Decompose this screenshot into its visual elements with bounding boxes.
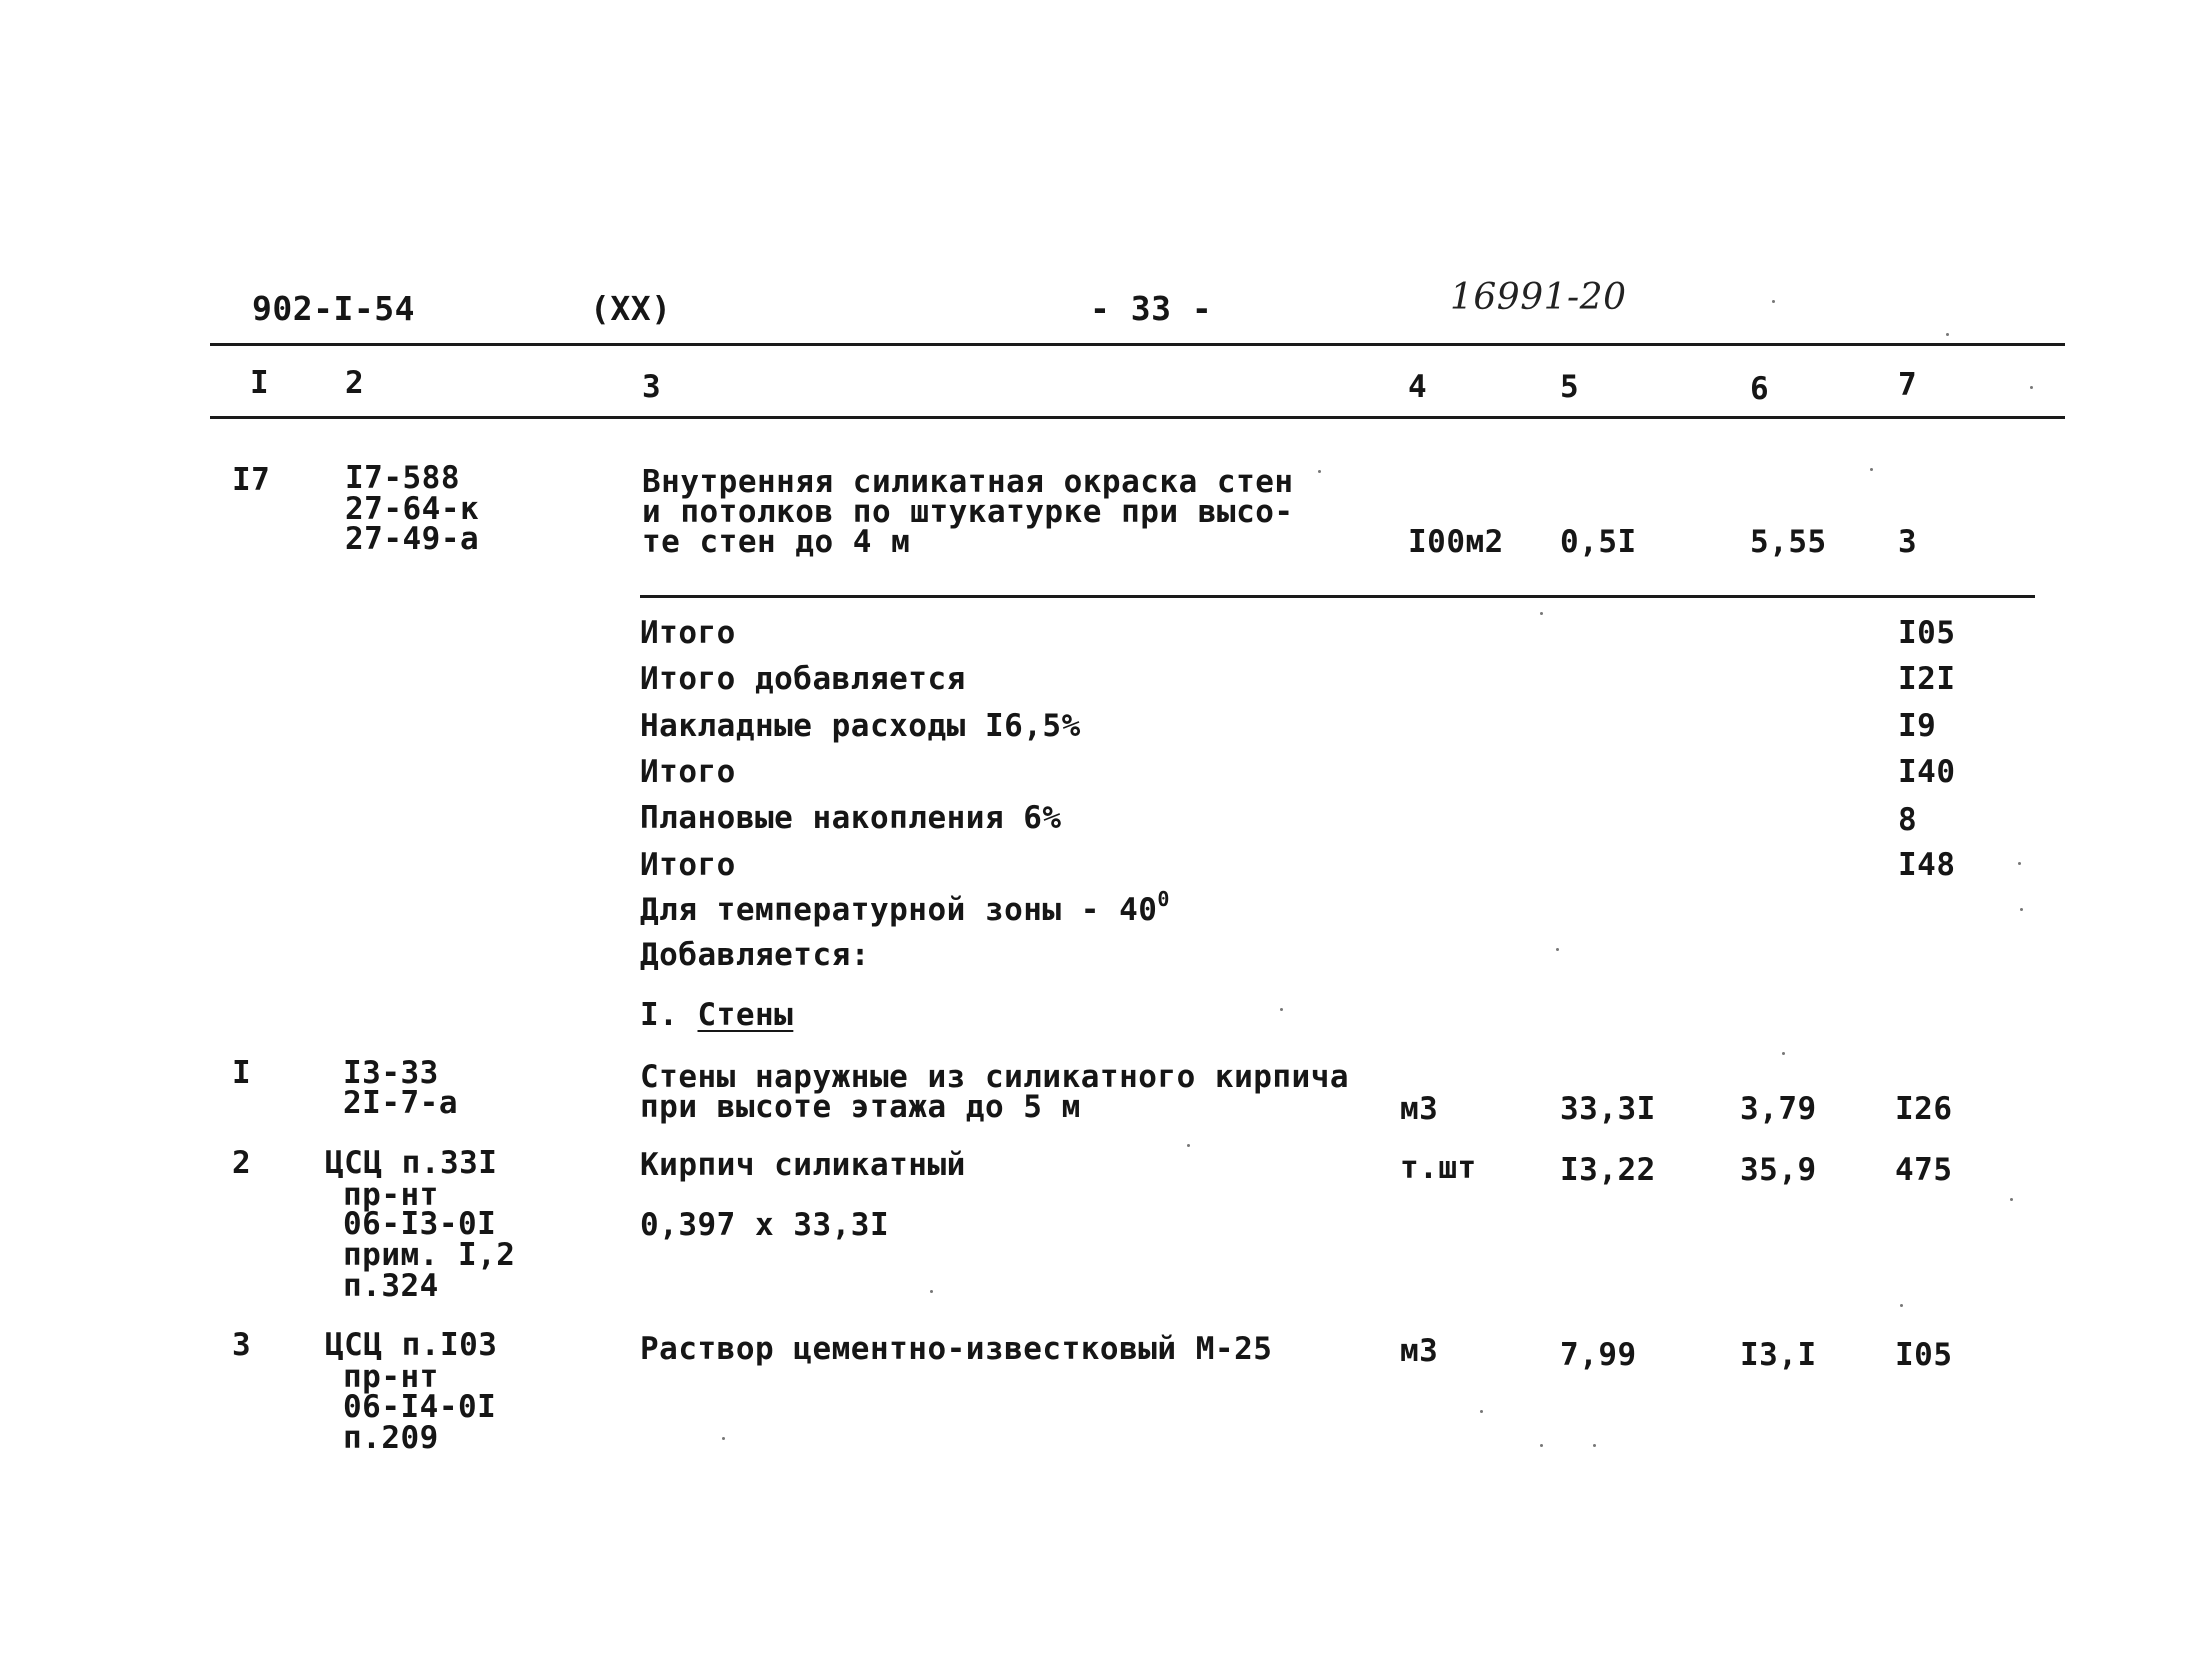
item-description: Раствор цементно-известковый М-25	[640, 1331, 1273, 1367]
scan-speck	[1480, 1410, 1483, 1413]
col-header-7: 7	[1898, 367, 1918, 403]
scan-speck	[1772, 300, 1775, 303]
scan-speck	[1870, 468, 1873, 471]
subsection-heading	[640, 997, 794, 1033]
row-description: Внутренняя силикатная окраска стен	[642, 464, 1294, 500]
item-number: I	[232, 1055, 252, 1091]
item-code: пр-нт	[343, 1359, 439, 1395]
item-formula: 0,397 x 33,3I	[640, 1207, 890, 1243]
item-price: 35,9	[1740, 1152, 1817, 1188]
row-description: и потолков по штукатурке при высо-	[642, 494, 1294, 530]
row-qty: 0,5I	[1560, 524, 1637, 560]
handwritten-number: 16991-20	[1450, 277, 1627, 318]
scan-speck	[1318, 470, 1321, 473]
item-code: п.324	[343, 1268, 439, 1304]
row-number: I7	[232, 462, 271, 498]
item-unit: т.шт	[1400, 1150, 1477, 1186]
degree-sup: 0	[1157, 887, 1170, 911]
item-code: ЦСЦ п.33I	[325, 1145, 498, 1181]
row-description: те стен до 4 м	[642, 524, 911, 560]
item-description: при высоте этажа до 5 м	[640, 1089, 1081, 1125]
scan-speck	[1593, 1444, 1596, 1447]
item-price: 3,79	[1740, 1091, 1817, 1127]
item-number: 2	[232, 1145, 252, 1181]
page-number: - 33 -	[1090, 289, 1213, 328]
row-price: 5,55	[1750, 524, 1827, 560]
item-qty: 33,3I	[1560, 1091, 1656, 1127]
adds-label: Добавляется:	[640, 937, 870, 973]
col-header-2: 2	[345, 365, 365, 401]
item-code: 06-I4-0I	[343, 1389, 497, 1425]
scan-speck	[1900, 1304, 1903, 1307]
scan-speck	[1187, 1144, 1190, 1147]
doc-code: 902-I-54	[252, 289, 415, 328]
scan-speck	[1946, 333, 1949, 336]
scan-speck	[722, 1437, 725, 1440]
item-number: 3	[232, 1327, 252, 1363]
item-code: 2I-7-а	[343, 1085, 458, 1121]
item-description: Кирпич силикатный	[640, 1147, 966, 1183]
summary-label: Плановые накопления 6%	[640, 800, 1062, 836]
item-code: пр-нт	[343, 1177, 439, 1213]
scan-speck	[2010, 1198, 2013, 1201]
summary-total: I05	[1898, 615, 1956, 651]
section-label: (XX)	[590, 289, 672, 328]
scan-speck	[1782, 1052, 1785, 1055]
item-code: прим. I,2	[343, 1237, 516, 1273]
item-total: 475	[1895, 1152, 1953, 1188]
item-description: Стены наружные из силикатного кирпича	[640, 1059, 1350, 1095]
item-total: I05	[1895, 1337, 1953, 1373]
row-code: 27-49-а	[345, 521, 480, 557]
scan-speck	[2018, 862, 2021, 865]
item-unit: м3	[1400, 1333, 1439, 1369]
header-rule-bottom	[210, 416, 2065, 419]
item-unit: м3	[1400, 1091, 1439, 1127]
subsection-number: I.	[640, 997, 679, 1033]
summary-label: Итого	[640, 615, 736, 651]
summary-total: I48	[1898, 847, 1956, 883]
scan-speck	[2020, 908, 2023, 911]
col-header-1: I	[250, 365, 270, 401]
zone-note	[640, 887, 1170, 928]
summary-total: I9	[1898, 708, 1937, 744]
scan-speck	[1556, 948, 1559, 951]
item-qty: I3,22	[1560, 1152, 1656, 1188]
row-code: I7-588	[345, 460, 460, 496]
item-code: п.209	[343, 1420, 439, 1456]
summary-label: Итого	[640, 847, 736, 883]
summary-label: Итого добавляется	[640, 661, 966, 697]
scan-speck	[2030, 386, 2033, 389]
item-code: 06-I3-0I	[343, 1206, 497, 1242]
row-code: 27-64-к	[345, 491, 480, 527]
summary-label: Итого	[640, 754, 736, 790]
col-header-4: 4	[1408, 369, 1428, 405]
item-code: ЦСЦ п.I03	[325, 1327, 498, 1363]
scan-speck	[1540, 612, 1543, 615]
zone-note-text: Для температурной зоны - 40	[640, 892, 1158, 928]
col-header-6: 6	[1750, 371, 1770, 407]
item-code: I3-33	[343, 1055, 439, 1091]
summary-label: Накладные расходы I6,5%	[640, 708, 1081, 744]
header-rule-top	[210, 343, 2065, 346]
scan-speck	[1540, 1444, 1543, 1447]
subsection-title: Стены	[697, 997, 794, 1033]
summary-total: I40	[1898, 754, 1956, 790]
summary-total: I2I	[1898, 661, 1956, 697]
scan-speck	[930, 1290, 933, 1293]
scan-speck	[1280, 1008, 1283, 1011]
section-rule	[640, 595, 2035, 598]
item-qty: 7,99	[1560, 1337, 1637, 1373]
col-header-3: 3	[642, 369, 662, 405]
summary-total: 8	[1898, 802, 1918, 838]
col-header-5: 5	[1560, 369, 1580, 405]
item-price: I3,I	[1740, 1337, 1817, 1373]
row-unit: I00м2	[1408, 524, 1504, 560]
item-total: I26	[1895, 1091, 1953, 1127]
row-total: 3	[1898, 524, 1918, 560]
